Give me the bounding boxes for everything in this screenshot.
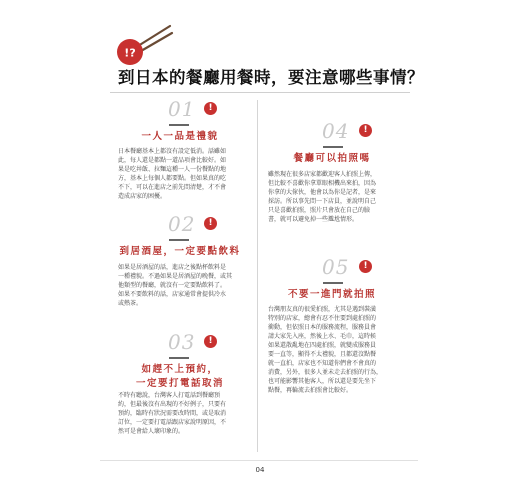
- section-body: 雖然現在很多店家都歡迎客人拍照上傳， 但比較不喜歡你拿單眼相機出來拍，因為 你拿的大傢伙，他會以為你是記者，是來 採訪。所以事先問一下店員，並說明自己 只是喜歡拍照，照片只會放在自己的臉 書，就可以避免掉一些尷尬情形。: [268, 171, 377, 223]
- number-underline: [169, 357, 189, 359]
- section-number: 02: [168, 212, 196, 236]
- section-heading: 餐廳可以拍照嗎: [293, 153, 371, 164]
- number-underline: [169, 239, 189, 241]
- section-body: 台灣朋友真的很愛拍照，尤其是遇到裝潢 特別的店家，總會有忍不住要到處拍照的 衝動，但依照日本的服務流程，服務員會 請大家先入座，然後上水、毛巾，這時候 如果還散亂地在四處拍照，就變成服務員 要一直等，顯得不太禮貌，且都還沒點餐 就一直拍，店家也不知道你們會不會真的 消費，另外，很多人並未走去拍照的行為， 也可能影響其他客人，所以還是要先坐下 點餐，再輪流去拍照會比較好。: [268, 306, 383, 394]
- section-number: 05: [322, 255, 350, 279]
- section-heading: 如趕不上預約， 一定要打電話取消: [135, 364, 224, 389]
- section-heading: 不要一進門就拍照: [287, 289, 376, 300]
- page-number: 04: [255, 466, 265, 474]
- section-05: [268, 256, 396, 396]
- title-divider: [110, 92, 410, 93]
- column-divider: [257, 100, 258, 452]
- section-04: [268, 120, 396, 230]
- section-body: 如果是居酒屋的話，進店之後點杯飲料是 一種禮貌。不過如果是居酒屋的晚餐，或其 他類型的餐廳，就沒有一定要點飲料了。 如果不要飲料的話，店家通常會提供冷水 或熱茶。: [118, 264, 233, 307]
- section-number: 03: [168, 330, 196, 354]
- section-body: 不時有聽說，台灣客人打電話到餐廳預 約，但最後沒有出現的不好例子，只要有 預約，臨時有狀況需要改時間，或是取消 訂位，一定要打電話跟店家說明原因，不 然可是會給人壞印象的。: [118, 392, 227, 435]
- section-number: 01: [168, 97, 196, 121]
- alert-icon: !: [204, 335, 217, 348]
- number-underline: [323, 146, 343, 148]
- alert-icon: !: [204, 102, 217, 115]
- page-title: 到日本的餐廳用餐時，要注意哪些事情？: [118, 68, 424, 87]
- section-body: 日本餐廳基本上都沒有設定低消。話雖如 此，每人還是都點一道品項會比較好。如 果是吃丼飯、拉麵這種一人一份餐點的地 方，基本上每個人都要點。但如果真的吃 不下，可以在進店之前先問清楚，才不會 造成店家的困擾。: [118, 148, 227, 200]
- section-heading: 一人一品是禮貌: [141, 131, 219, 142]
- footer-divider: [100, 460, 418, 461]
- section-number: 04: [322, 119, 350, 143]
- alert-icon: !: [204, 217, 217, 230]
- section-03: [118, 331, 242, 441]
- number-underline: [323, 282, 343, 284]
- section-01: [118, 98, 242, 208]
- section-heading: 到居酒屋，一定要點飲料: [119, 246, 241, 257]
- alert-icon: !: [359, 124, 372, 137]
- logo-text: !?: [124, 46, 136, 60]
- section-02: [118, 213, 242, 313]
- number-underline: [169, 124, 189, 126]
- alert-icon: !: [359, 260, 372, 273]
